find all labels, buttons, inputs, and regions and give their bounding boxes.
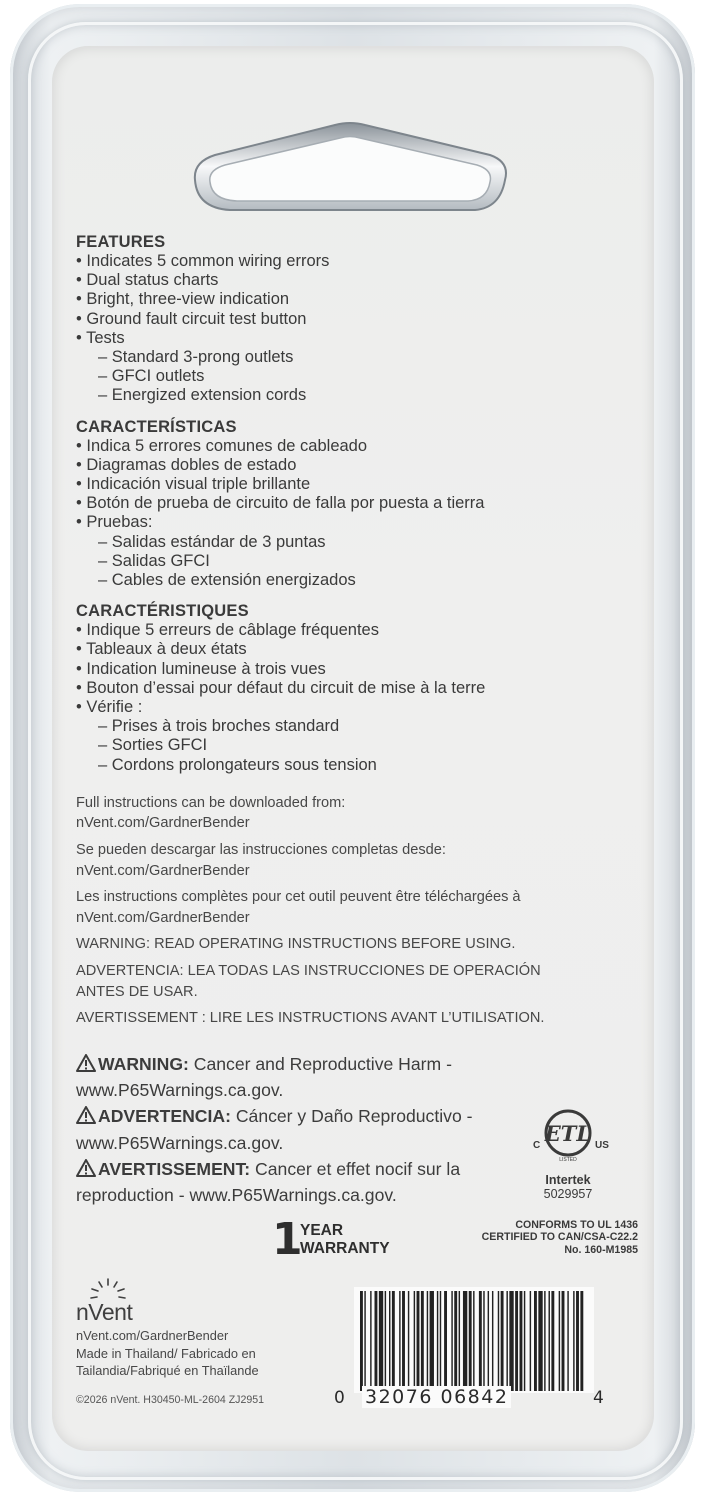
footer-line: nVent.com/GardnerBender	[76, 1328, 229, 1343]
barcode-bar	[538, 1291, 542, 1391]
barcode-bar	[430, 1291, 434, 1391]
warning-triangle-icon	[76, 1054, 96, 1072]
barcode-bar	[576, 1291, 579, 1391]
feature-item: • Tests	[76, 328, 125, 347]
barcode-bar	[451, 1291, 452, 1391]
barcode-bar	[414, 1291, 415, 1391]
feature-item: • Vérifie :	[76, 698, 143, 717]
barcode-bar	[562, 1291, 565, 1391]
barcode-bar	[459, 1291, 460, 1391]
instruction-text: Les instructions complètes pour cet outil peuvent être téléchargées à	[76, 889, 521, 906]
barcode-bar	[454, 1291, 457, 1391]
etl-certification	[527, 1100, 609, 1210]
nvent-sunburst-icon	[88, 1277, 128, 1301]
feature-item: • Ground fault circuit test button	[76, 309, 307, 328]
p65-label: AVERTISSEMENT:	[98, 1159, 251, 1179]
barcode-bar	[473, 1291, 474, 1391]
instruction-url: nVent.com/GardnerBender	[76, 862, 250, 879]
p65-label: WARNING:	[98, 1053, 189, 1074]
features-en-section	[76, 233, 656, 406]
etl-us-label: US	[595, 1140, 609, 1151]
p65-text: Cancer and Reproductive Harm -	[188, 1053, 452, 1074]
p65-url: www.P65Warnings.ca.gov.	[76, 1132, 284, 1153]
barcode-bar	[360, 1291, 363, 1391]
barcode-bar	[544, 1291, 545, 1391]
warranty-badge	[272, 1214, 412, 1265]
barcode-bar	[559, 1291, 560, 1391]
barcode-bar	[421, 1291, 424, 1391]
barcode-bar	[515, 1291, 518, 1391]
operating-warning-text: ANTES DE USAR.	[76, 983, 198, 1000]
warranty-line2: WARRANTY	[300, 1240, 390, 1257]
features-fr-heading: CARACTÉRISTIQUES	[76, 602, 249, 621]
feature-subitem: – Cordons prolongateurs sous tension	[98, 755, 377, 774]
conformance-text	[430, 1219, 638, 1256]
etl-number: 5029957	[543, 1187, 593, 1201]
barcode-bar	[492, 1291, 493, 1391]
barcode-bar	[437, 1291, 438, 1391]
barcode-bar	[534, 1291, 537, 1391]
barcode-bar	[551, 1291, 554, 1391]
barcode-bar	[506, 1291, 507, 1391]
barcode-bar	[375, 1291, 378, 1391]
feature-item: • Bouton d’essai pour défaut du circuit de mise à la terre	[76, 678, 486, 697]
p65-label: ADVERTENCIA:	[98, 1106, 231, 1127]
nvent-logo	[76, 1277, 166, 1327]
barcode-digit-left: 0	[334, 1388, 345, 1408]
barcode-bar	[408, 1291, 409, 1391]
etl-company: Intertek	[545, 1173, 591, 1187]
feature-subitem: – GFCI outlets	[98, 367, 205, 386]
barcode-bar	[364, 1291, 365, 1391]
etl-listed-label: LISTED	[559, 1157, 577, 1163]
feature-subitem: – Standard 3-prong outlets	[98, 348, 294, 367]
barcode-digit-right: 4	[593, 1388, 604, 1408]
barcode-bar	[389, 1291, 390, 1391]
feature-item: • Botón de prueba de circuito de falla por puesta a tierra	[76, 494, 485, 513]
barcode-bar	[501, 1291, 504, 1391]
p65-url: reproduction - www.P65Warnings.ca.gov.	[76, 1185, 397, 1206]
p65-warning-en	[76, 1051, 656, 1077]
operating-warning-es	[76, 961, 656, 1002]
copyright: ©2026 nVent. H30450-ML-2604 ZJ2951	[76, 1394, 265, 1406]
barcode-bar	[385, 1291, 386, 1391]
feature-subitem: – Salidas GFCI	[98, 551, 210, 570]
barcode-bar	[444, 1291, 447, 1391]
barcode-bar	[370, 1291, 371, 1391]
barcode-bar	[573, 1291, 574, 1391]
warranty-number: 1	[272, 1214, 303, 1265]
barcode-digits: 32076 06842	[362, 1386, 511, 1408]
hang-hole	[185, 120, 515, 220]
barcode-bar	[379, 1291, 383, 1391]
etl-listed-mark-icon	[527, 1100, 609, 1166]
footer-info	[76, 1327, 259, 1380]
upc-barcode	[354, 1287, 594, 1393]
p65-text: Cancer et effet nocif sur la	[250, 1159, 461, 1179]
etl-mark-text: ETL	[544, 1121, 592, 1146]
feature-item: • Dual status charts	[76, 271, 219, 290]
conformance-line: CONFORMS TO UL 1436	[515, 1219, 638, 1231]
warranty-line1: YEAR	[300, 1222, 344, 1239]
barcode-bar	[549, 1291, 550, 1391]
features-en-heading: FEATURES	[76, 233, 166, 251]
feature-subitem: – Cables de extensión energizados	[98, 571, 356, 590]
etl-c-label: C	[533, 1140, 541, 1151]
features-fr-section	[76, 602, 656, 775]
barcode-bar	[402, 1291, 405, 1391]
barcode-bar	[399, 1291, 400, 1391]
p65-text: Cáncer y Daño Reproductivo -	[230, 1106, 473, 1127]
feature-item: • Bright, three-view indication	[76, 290, 290, 309]
operating-warning-text: WARNING: READ OPERATING INSTRUCTIONS BEFORE USING.	[76, 936, 516, 953]
instructions-section	[76, 793, 656, 929]
warning-triangle-icon	[76, 1106, 96, 1124]
feature-item: • Indique 5 erreurs de câblage fréquentes	[76, 621, 379, 640]
feature-item: • Pruebas:	[76, 513, 153, 532]
instruction-en	[76, 793, 656, 834]
instruction-url: nVent.com/GardnerBender	[76, 815, 250, 832]
operating-warning-text: AVERTISSEMENT : LIRE LES INSTRUCTIONS AVANT L’UTILISATION.	[76, 1010, 545, 1027]
operating-warnings-section	[76, 934, 656, 1028]
barcode-bar	[469, 1291, 472, 1391]
barcode-bar	[520, 1291, 523, 1391]
footer-line: Made in Thailand/ Fabricado en	[76, 1345, 256, 1361]
operating-warning-fr	[76, 1008, 656, 1029]
barcode-bar	[427, 1291, 428, 1391]
operating-warning-en	[76, 934, 656, 955]
p65-url: www.P65Warnings.ca.gov.	[76, 1080, 284, 1101]
barcode-bar	[524, 1291, 525, 1391]
nvent-logo-text: nVent	[76, 1299, 133, 1325]
barcode-bar	[440, 1291, 441, 1391]
feature-item: • Indicates 5 common wiring errors	[76, 252, 330, 270]
barcode-bar	[580, 1291, 583, 1391]
feature-item: • Indication lumineuse à trois vues	[76, 659, 326, 678]
barcode-bar	[392, 1291, 395, 1391]
footer-line: Tailandia/Fabriqué en Thaïlande	[76, 1363, 259, 1378]
instruction-text: Se pueden descargar las instrucciones completas desde:	[76, 842, 446, 859]
barcode-bar	[488, 1291, 489, 1391]
instruction-fr	[76, 887, 656, 928]
barcode-bar	[479, 1291, 482, 1391]
barcode-bar	[498, 1291, 499, 1391]
feature-item: • Indicación visual triple brillante	[76, 475, 311, 494]
feature-subitem: – Sorties GFCI	[98, 736, 208, 755]
operating-warning-text: ADVERTENCIA: LEA TODAS LAS INSTRUCCIONES DE OPERACIÓN	[76, 963, 541, 980]
barcode-bar	[509, 1291, 513, 1391]
barcode-bar	[530, 1291, 531, 1391]
barcode-bars	[360, 1291, 588, 1391]
barcode-bar	[463, 1291, 467, 1391]
warning-triangle-icon	[76, 1159, 96, 1177]
features-es-section	[76, 418, 656, 591]
feature-item: • Diagramas dobles de estado	[76, 455, 297, 474]
conformance-line: No. 160-M1985	[564, 1243, 638, 1256]
barcode-bar	[417, 1291, 420, 1391]
feature-subitem: – Energized extension cords	[98, 386, 307, 405]
conformance-line: CERTIFIED TO CAN/CSA-C22.2	[481, 1231, 638, 1244]
feature-item: • Tableaux à deux états	[76, 640, 247, 659]
barcode-bar	[483, 1291, 484, 1391]
feature-subitem: – Salidas estándar de 3 puntas	[98, 532, 326, 551]
instruction-url: nVent.com/GardnerBender	[76, 909, 250, 926]
feature-subitem: – Prises à trois broches standard	[98, 717, 340, 736]
features-es-heading: CARACTERÍSTICAS	[76, 417, 237, 436]
label-content	[76, 233, 656, 1209]
feature-item: • Indica 5 errores comunes de cableado	[76, 436, 368, 455]
barcode-bar	[567, 1291, 568, 1391]
instruction-es	[76, 840, 656, 881]
instruction-text: Full instructions can be downloaded from:	[76, 794, 346, 811]
